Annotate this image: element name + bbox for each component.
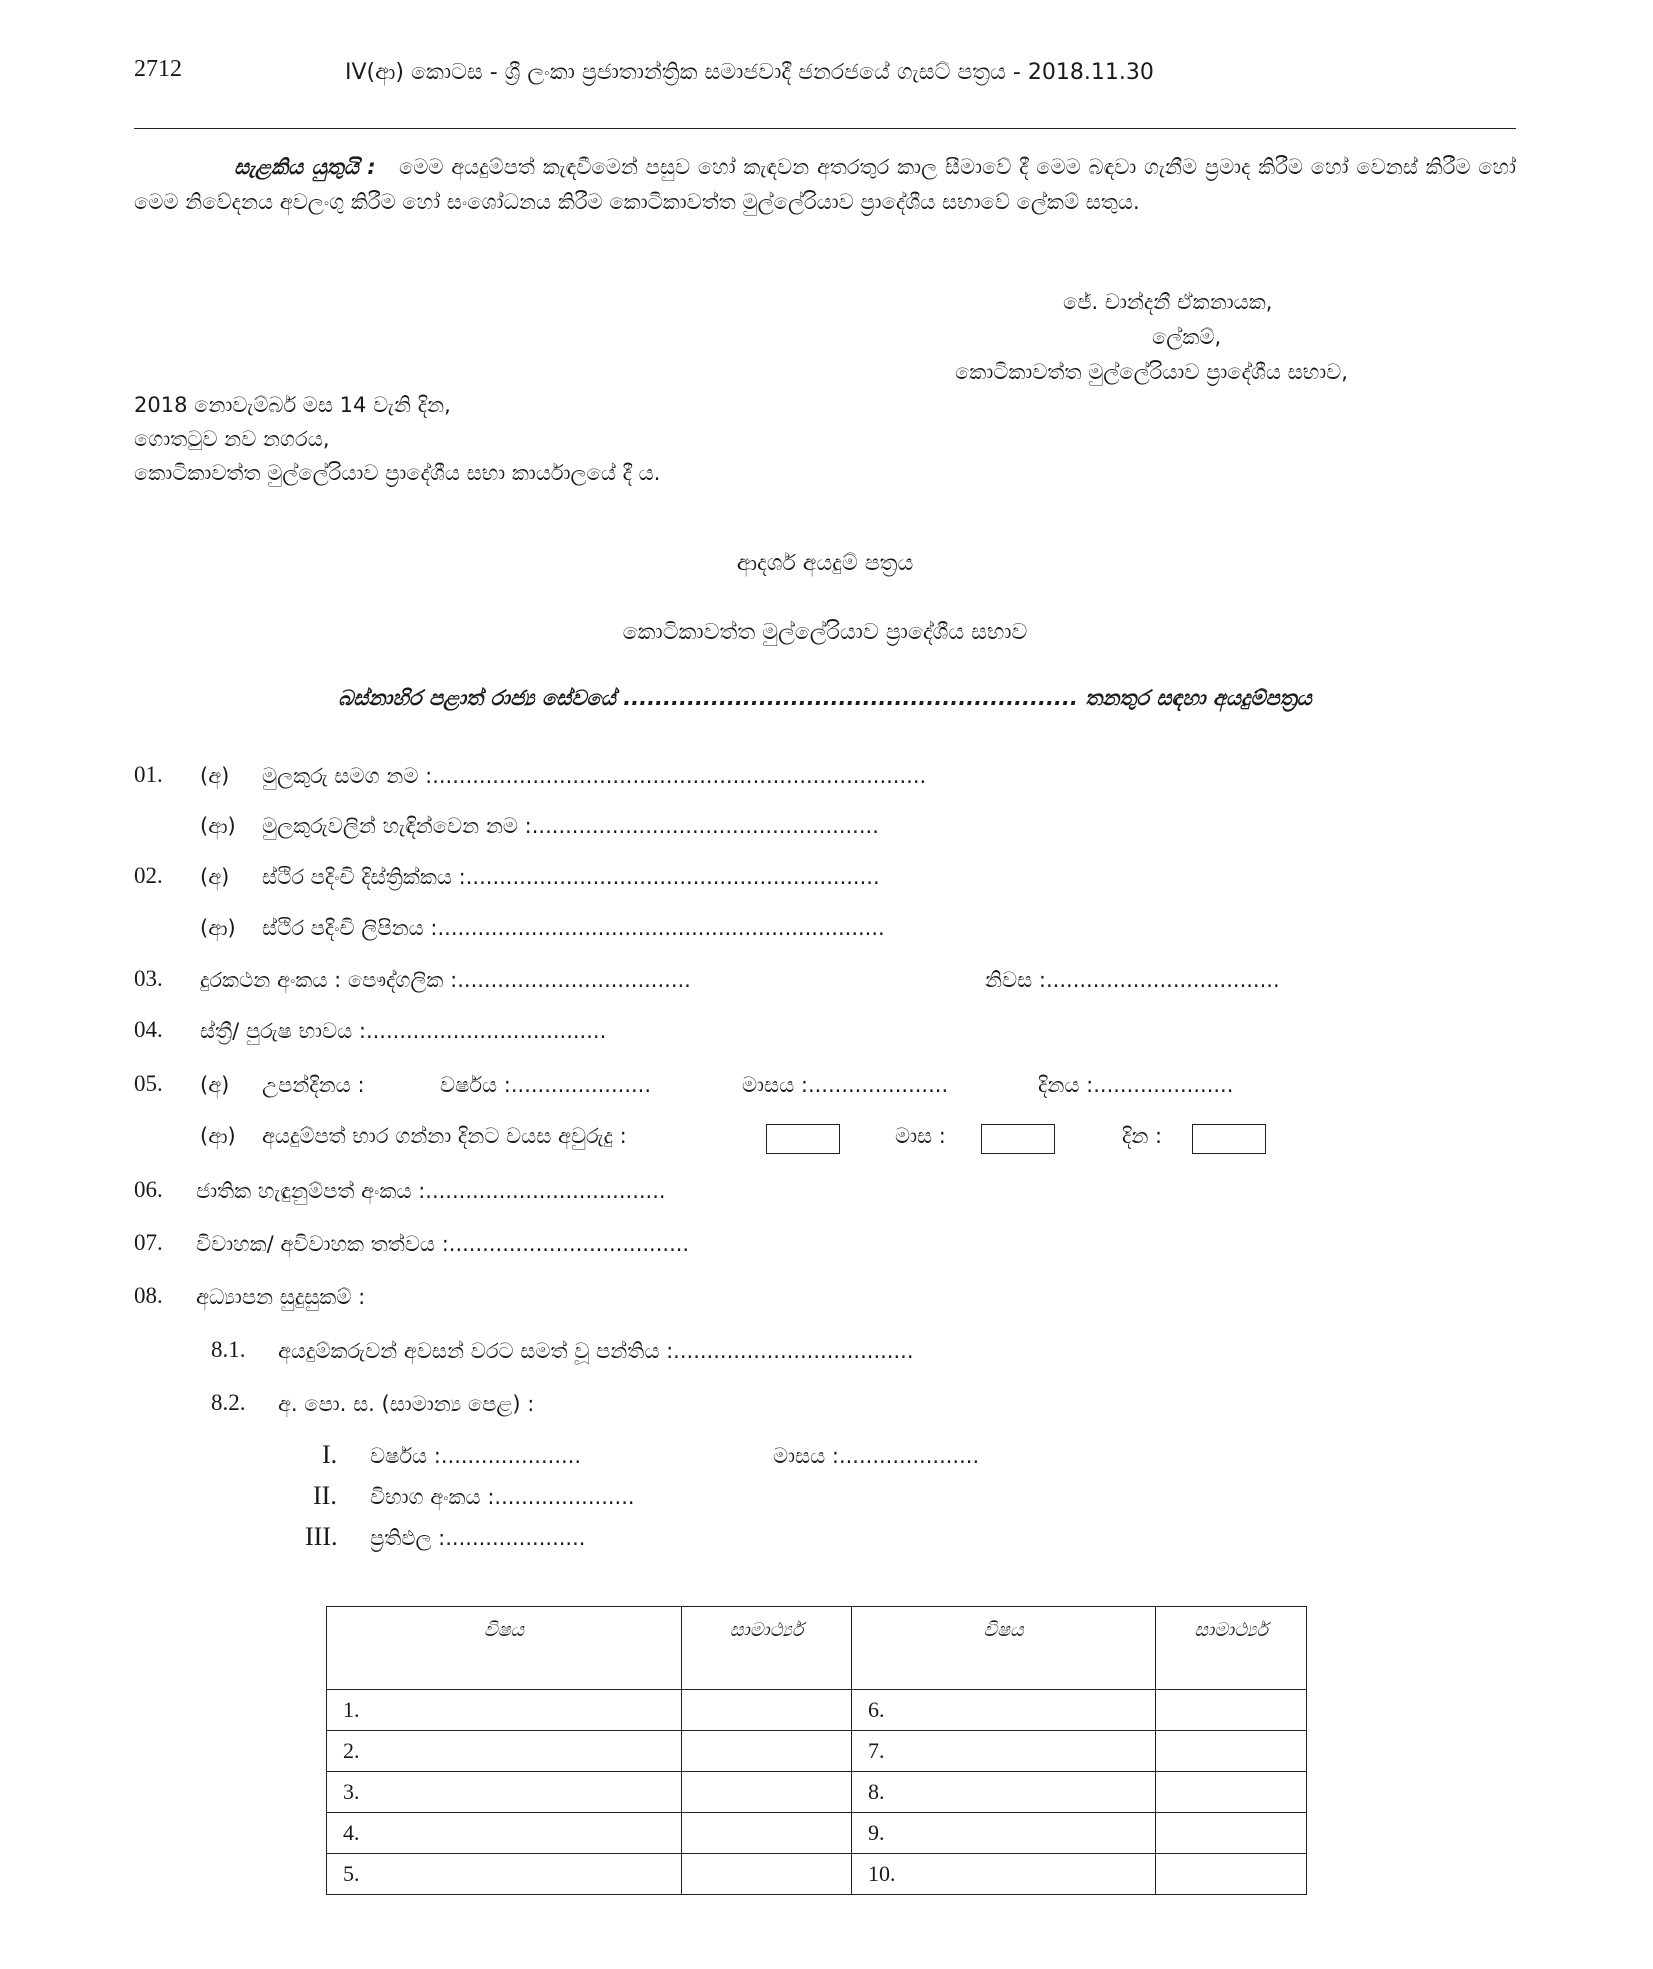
permanent-district-field[interactable]: ස්ථිර පදිංචි දිස්ත්‍රික්කය :..............................................................: [262, 865, 880, 889]
results-table: [326, 1606, 1307, 1895]
subject-cell[interactable]: 8.: [852, 1772, 1156, 1813]
subject-cell[interactable]: 3.: [327, 1772, 682, 1813]
subject-cell[interactable]: 5.: [327, 1854, 682, 1895]
form-title: ආදර්ශ අයදුම් පත්‍රය: [736, 551, 914, 576]
gce-ol-label: අ. පො. ස. (සාමාන්‍ය පෙළ) :: [278, 1392, 535, 1416]
issue-date: 2018 නොවැම්බර් මස 14 වැනි දින,: [134, 393, 451, 417]
permanent-address-field[interactable]: ස්ථිර පදිංචි ලිපිනය :...................................................................: [262, 916, 885, 940]
home-phone-field[interactable]: නිවස :...................................: [985, 968, 1280, 992]
subject-cell[interactable]: 10.: [852, 1854, 1156, 1895]
form-org: කොටිකාවත්ත මුල්ලේරියාව ප්‍රාදේශීය සභාව: [622, 620, 1028, 645]
age-years-box[interactable]: [766, 1124, 840, 1154]
note-paragraph: [134, 150, 1516, 220]
issue-office: කොටිකාවත්ත මුල්ලේරියාව ප්‍රාදේශීය සභා කාර්යාලයේ දී ය.: [134, 461, 661, 485]
gazette-header-title: IV(ආ) කොටස - ශ්‍රී ලංකා ප්‍රජාතාන්ත්‍රික සමාජවාදී ජනරජයේ ගැසට් පත්‍රය - 2018.11.30: [345, 60, 1154, 85]
exam-index-field[interactable]: විභාග අංකය :.....................: [370, 1485, 635, 1509]
grade-cell[interactable]: [682, 1690, 852, 1731]
table-row: [327, 1690, 1307, 1731]
roman-ii: II.: [313, 1481, 337, 1510]
subject-cell[interactable]: 7.: [852, 1731, 1156, 1772]
grade-header: සාමාර්ථ්‍ය: [1156, 1607, 1307, 1690]
roman-iii: III.: [305, 1522, 338, 1551]
item-01aa-mark: (ආ): [200, 814, 236, 838]
sec-8-1-number: 8.1.: [211, 1337, 246, 1362]
note-text: මෙම අයදුම්පත් කැඳවීමෙන් පසුව හෝ කැඳවන අතරතුර කාල සීමාවේ දී මෙම බඳවා ගැනීම ප්‍රමාද කිරීම හෝ වෙනස් කිරීම හෝ මෙම නිවේදනය අවලංගු කිරීම හෝ සංශෝධනය කිරීම කොටිකාවත්ත මුල්ලේරියාව ප්‍රාදේශීය සභාවේ ලේකම් සතුය.: [134, 155, 1516, 214]
grade-cell[interactable]: [682, 1854, 852, 1895]
dob-day-field[interactable]: දිනය :.....................: [1038, 1073, 1234, 1097]
grade-cell[interactable]: [1156, 1731, 1307, 1772]
grade-cell[interactable]: [1156, 1813, 1307, 1854]
grade-cell[interactable]: [682, 1813, 852, 1854]
signatory-name: ජේ. චාන්දනී ඒකනායක,: [1063, 290, 1273, 314]
exam-results-field[interactable]: ප්‍රතිඵල :.....................: [370, 1526, 586, 1550]
full-name-field[interactable]: මුලකුරු සමග නම :..........................................................................: [262, 764, 927, 788]
page-number: 2712: [134, 56, 182, 82]
marital-status-field[interactable]: විවාහක/ අවිවාහක තත්වය :....................................: [196, 1232, 690, 1256]
results-table-header: [327, 1607, 1307, 1690]
grade-cell[interactable]: [1156, 1690, 1307, 1731]
roman-i: I.: [322, 1440, 338, 1469]
age-days-box[interactable]: [1192, 1124, 1266, 1154]
table-row: [327, 1772, 1307, 1813]
name-by-initials-field[interactable]: මුලකුරුවලින් හැඳින්වෙන නම :....................................................: [262, 814, 879, 838]
age-months-label: මාස :: [895, 1124, 946, 1148]
header-divider: [134, 128, 1516, 129]
subject-cell[interactable]: 4.: [327, 1813, 682, 1854]
issue-place: ගොතටුව නව නගරය,: [134, 427, 330, 451]
dob-year-field[interactable]: වර්ෂය :.....................: [440, 1073, 652, 1097]
item-06-number: 06.: [134, 1177, 163, 1202]
note-label: සැළකිය යුතුයි :: [234, 155, 376, 179]
grade-cell[interactable]: [1156, 1854, 1307, 1895]
item-05aa-mark: (ආ): [200, 1124, 236, 1148]
age-months-box[interactable]: [981, 1124, 1055, 1154]
subject-header: විෂය: [327, 1607, 682, 1690]
item-01a-mark: (අ): [200, 764, 230, 788]
nic-number-field[interactable]: ජාතික හැඳුනුම්පත් අංකය :....................................: [196, 1179, 666, 1203]
subject-cell[interactable]: 1.: [327, 1690, 682, 1731]
item-01-number: 01.: [134, 762, 163, 787]
item-07-number: 07.: [134, 1230, 163, 1255]
item-03-number: 03.: [134, 966, 163, 991]
last-passed-grade-field[interactable]: අයදුම්කරුවන් අවසන් වරට සමත් වූ පන්තිය :....................................: [278, 1339, 914, 1363]
grade-cell[interactable]: [1156, 1772, 1307, 1813]
personal-phone-field[interactable]: දුරකථන අංකය : පෞද්ගලික :...................................: [200, 968, 691, 992]
form-subtitle: බස්නාහිර පළාත් රාජ්‍ය සේවයේ ......................................................... තනතුර සඳහා අයදුම්පත්‍රය: [338, 686, 1312, 710]
table-row: [327, 1813, 1307, 1854]
item-02aa-mark: (ආ): [200, 916, 236, 940]
item-04-number: 04.: [134, 1017, 163, 1042]
grade-cell[interactable]: [682, 1772, 852, 1813]
dob-label: උපන්දිනය :: [262, 1073, 365, 1097]
subject-cell[interactable]: 6.: [852, 1690, 1156, 1731]
signatory-org: කොටිකාවත්ත මුල්ලේරියාව ප්‍රාදේශීය සභාව,: [955, 360, 1348, 384]
subject-cell[interactable]: 9.: [852, 1813, 1156, 1854]
subject-header: විෂය: [852, 1607, 1156, 1690]
exam-month-field[interactable]: මාසය :.....................: [773, 1444, 980, 1468]
grade-cell[interactable]: [682, 1731, 852, 1772]
signatory-title: ලේකම්,: [1152, 325, 1222, 349]
subject-cell[interactable]: 2.: [327, 1731, 682, 1772]
grade-header: සාමාර්ථ්‍ය: [682, 1607, 852, 1690]
education-label: අධ්‍යාපන සුදුසුකම් :: [196, 1285, 366, 1309]
age-years-label: අයදුම්පත් භාර ගන්නා දිනට වයස අවුරුදු :: [262, 1124, 627, 1148]
table-row: [327, 1854, 1307, 1895]
item-05-number: 05.: [134, 1071, 163, 1096]
sec-8-2-number: 8.2.: [211, 1390, 246, 1415]
exam-year-field[interactable]: වර්ෂය :.....................: [370, 1444, 582, 1468]
age-days-label: දින :: [1122, 1124, 1163, 1148]
item-02-number: 02.: [134, 863, 163, 888]
dob-month-field[interactable]: මාසය :.....................: [742, 1073, 949, 1097]
item-02a-mark: (අ): [200, 865, 230, 889]
table-row: [327, 1731, 1307, 1772]
item-05a-mark: (අ): [200, 1073, 230, 1097]
item-08-number: 08.: [134, 1283, 163, 1308]
gender-field[interactable]: ස්ත්‍රී/ පුරුෂ භාවය :....................................: [200, 1019, 607, 1043]
